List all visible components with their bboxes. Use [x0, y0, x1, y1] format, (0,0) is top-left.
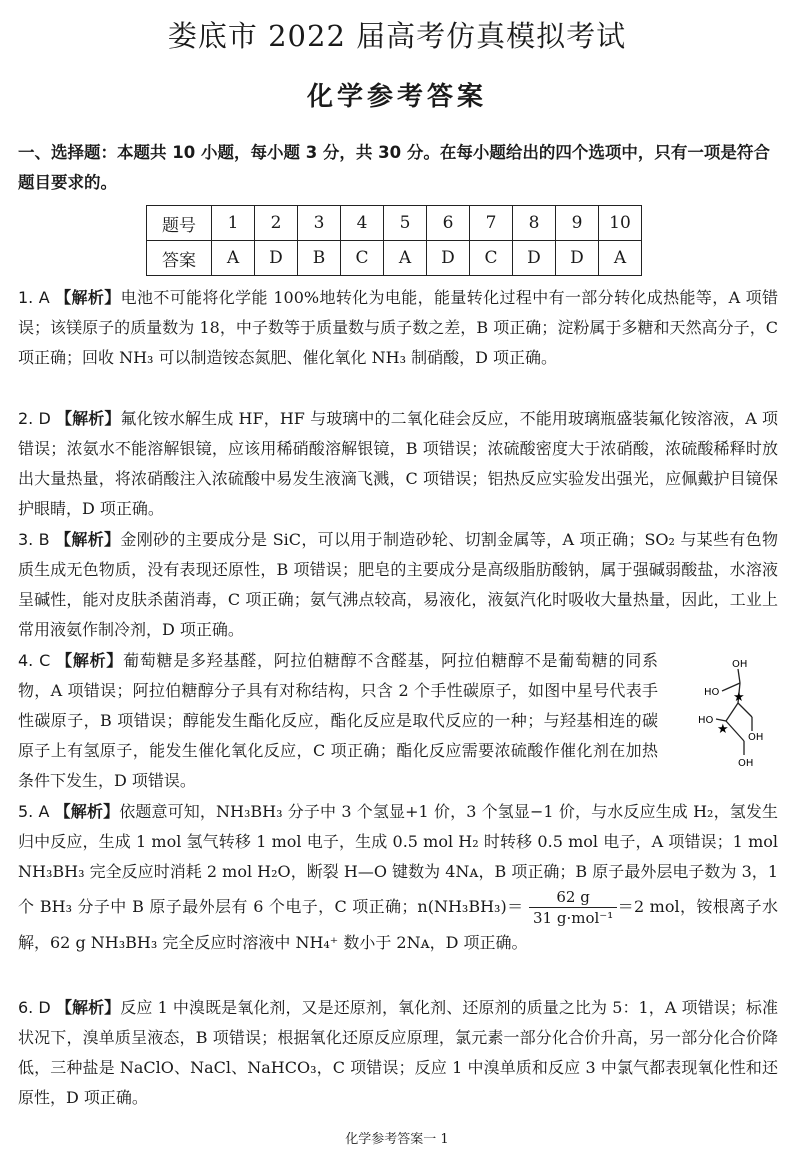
question-number: 6. D — [18, 998, 51, 1017]
fraction-numerator: 62 g — [529, 887, 617, 908]
oh-label: OH — [748, 732, 764, 743]
page-footer: 化学参考答案一 1 — [345, 1132, 449, 1147]
analysis-tag: 【解析】 — [55, 288, 121, 307]
question-4 — [18, 646, 658, 796]
question-text: 氟化铵水解生成 HF，HF 与玻璃中的二氧化硅会反应，不能用玻璃瓶盛装氟化铵溶液，A 项错误；浓氨水不能溶解银镜，应该用稀硝酸溶解银镜，B 项错误；浓硫酸密度大于浓硝酸，浓硫酸稀释时放出大量热量，将浓硝酸注入浓硫酸中易发生液滴飞溅，C 项错误；铝热反应实验发出强光，应佩戴护目镜保护眼睛，D 项正确。 — [18, 409, 779, 518]
analysis-tag: 【解析】 — [56, 651, 124, 670]
table-cell-number: 4 — [341, 206, 384, 241]
analysis-tag: 【解析】 — [54, 802, 120, 821]
table-cell-number: 7 — [470, 206, 513, 241]
question-number: 4. C — [18, 651, 51, 670]
table-cell-number: 3 — [298, 206, 341, 241]
table-cell-answer: A — [212, 241, 255, 276]
oh-label: OH — [732, 659, 748, 670]
question-number: 2. D — [18, 409, 51, 428]
table-cell-answer: C — [341, 241, 384, 276]
question-text: 金刚砂的主要成分是 SiC，可以用于制造砂轮、切割金属等，A 项正确；SO₂ 与某些有色物质生成无色物质，没有表现还原性，B 项错误；肥皂的主要成分是高级脂肪酸钠，属于强碱弱酸盐，水溶液呈碱性，能对皮肤杀菌消毒，C 项正确；氨气沸点较高，易液化，液氨汽化时吸收大量热量，因此，工业上常用液氨作制冷剂，D 项正确。 — [18, 530, 778, 639]
oh-label: HO — [698, 715, 714, 726]
chiral-star-icon: ★ — [717, 722, 729, 737]
question-text: 反应 1 中溴既是氧化剂，又是还原剂，氧化剂、还原剂的质量之比为 5：1，A 项错误；标准状况下，溴单质呈液态，B 项错误；根据氧化还原反应原理，氯元素一部分化合价升高，另一部分化合价降低，三种盐是 NaClO、NaCl、NaHCO₃，C 项错误；反应 1 中溴单质和反应 3 中氯气都表现氧化性和还原性，D 项正确。 — [18, 998, 778, 1107]
question-1 — [18, 283, 778, 373]
question-number: 5. A — [18, 802, 50, 821]
table-cell-number: 6 — [427, 206, 470, 241]
table-cell-answer: A — [384, 241, 427, 276]
table-cell-answer: D — [427, 241, 470, 276]
question-3 — [18, 525, 778, 645]
arabitol-structure-diagram — [678, 655, 778, 775]
answer-table — [146, 205, 642, 276]
table-cell-answer: D — [255, 241, 298, 276]
table-cell-number: 5 — [384, 206, 427, 241]
table-cell-number: 2 — [255, 206, 298, 241]
analysis-tag: 【解析】 — [56, 409, 121, 428]
table-cell-answer: C — [470, 241, 513, 276]
fraction-denominator: 31 g·mol⁻¹ — [533, 909, 614, 927]
table-cell-number: 8 — [513, 206, 556, 241]
table-cell-number: 9 — [556, 206, 599, 241]
oh-label: OH — [738, 758, 754, 769]
analysis-tag: 【解析】 — [55, 998, 121, 1017]
section-instructions: 一、选择题：本题共 10 小题，每小题 3 分，共 30 分。在每小题给出的四个选项中，只有一项是符合题目要求的。 — [18, 143, 770, 192]
question-text: 葡萄糖是多羟基醛，阿拉伯糖醇不含醛基，阿拉伯糖醇不是葡萄糖的同系物，A 项错误；阿拉伯糖醇分子具有对称结构，只含 2 个手性碳原子，如图中星号代表手性碳原子，B 项错误；醇能发生酯化反应，酯化反应是取代反应的一种；与羟基相连的碳原子上有氢原子，能发生催化氧化反应，C 项正确；酯化反应需要浓硫酸作催化剂在加热条件下发生，D 项错误。 — [18, 651, 658, 790]
question-text: 依题意可知，NH₃BH₃ 分子中 3 个氢显+1 价，3 个氢显−1 价，与水反应生成 H₂，氢发生归中反应，生成 1 mol 氢气转移 1 mol 电子，生成 0.5 mol H₂ 时转移 0.5 mol 电子，A 项错误；1 mol NH₃BH₃ 完全反应时消耗 2 mol H₂O，断裂 H—O 键数为 4Nᴀ，B 项正确；B 原子最外层电子数为 3，1 个 BH₃ 分子中 B 原子最外层有 6 个电子，C 项正确；n(NH₃BH₃)＝ — [18, 802, 779, 916]
question-5 — [18, 797, 778, 958]
table-cell-answer: D — [556, 241, 599, 276]
answer-table-row-numbers — [147, 206, 642, 241]
table-cell-answer: B — [298, 241, 341, 276]
question-number: 3. B — [18, 530, 50, 549]
analysis-tag: 【解析】 — [55, 530, 121, 549]
chiral-star-icon: ★ — [733, 690, 745, 705]
table-cell-answer: A — [599, 241, 642, 276]
table-cell-number: 1 — [212, 206, 255, 241]
question-text: 电池不可能将化学能 100%地转化为电能，能量转化过程中有一部分转化成热能等，A 项错误；该镁原子的质量数为 18，中子数等于质量数与质子数之差，B 项正确；淀粉属于多糖和天然高分子，C 项正确；回收 NH₃ 可以制造铵态氮肥、催化氧化 NH₃ 制硝酸，D 项正确。 — [18, 288, 778, 367]
page-title: 娄底市 2022 届高考仿真模拟考试 — [167, 19, 627, 53]
answer-table-row-answers — [147, 241, 642, 276]
question-2 — [18, 404, 778, 524]
table-header-number: 题号 — [147, 206, 212, 241]
table-cell-answer: D — [513, 241, 556, 276]
table-header-answer: 答案 — [147, 241, 212, 276]
molar-fraction — [529, 887, 617, 928]
table-cell-number: 10 — [599, 206, 642, 241]
question-6 — [18, 993, 778, 1113]
question-text-continued: ＝2 mol，铵根离子水解，62 g NH₃BH₃ 完全反应时溶液中 NH₄⁺ 数小于 2Nᴀ，D 项正确。 — [18, 897, 778, 952]
oh-label: HO — [704, 687, 720, 698]
question-number: 1. A — [18, 288, 50, 307]
page-subtitle: 化学参考答案 — [306, 82, 487, 112]
